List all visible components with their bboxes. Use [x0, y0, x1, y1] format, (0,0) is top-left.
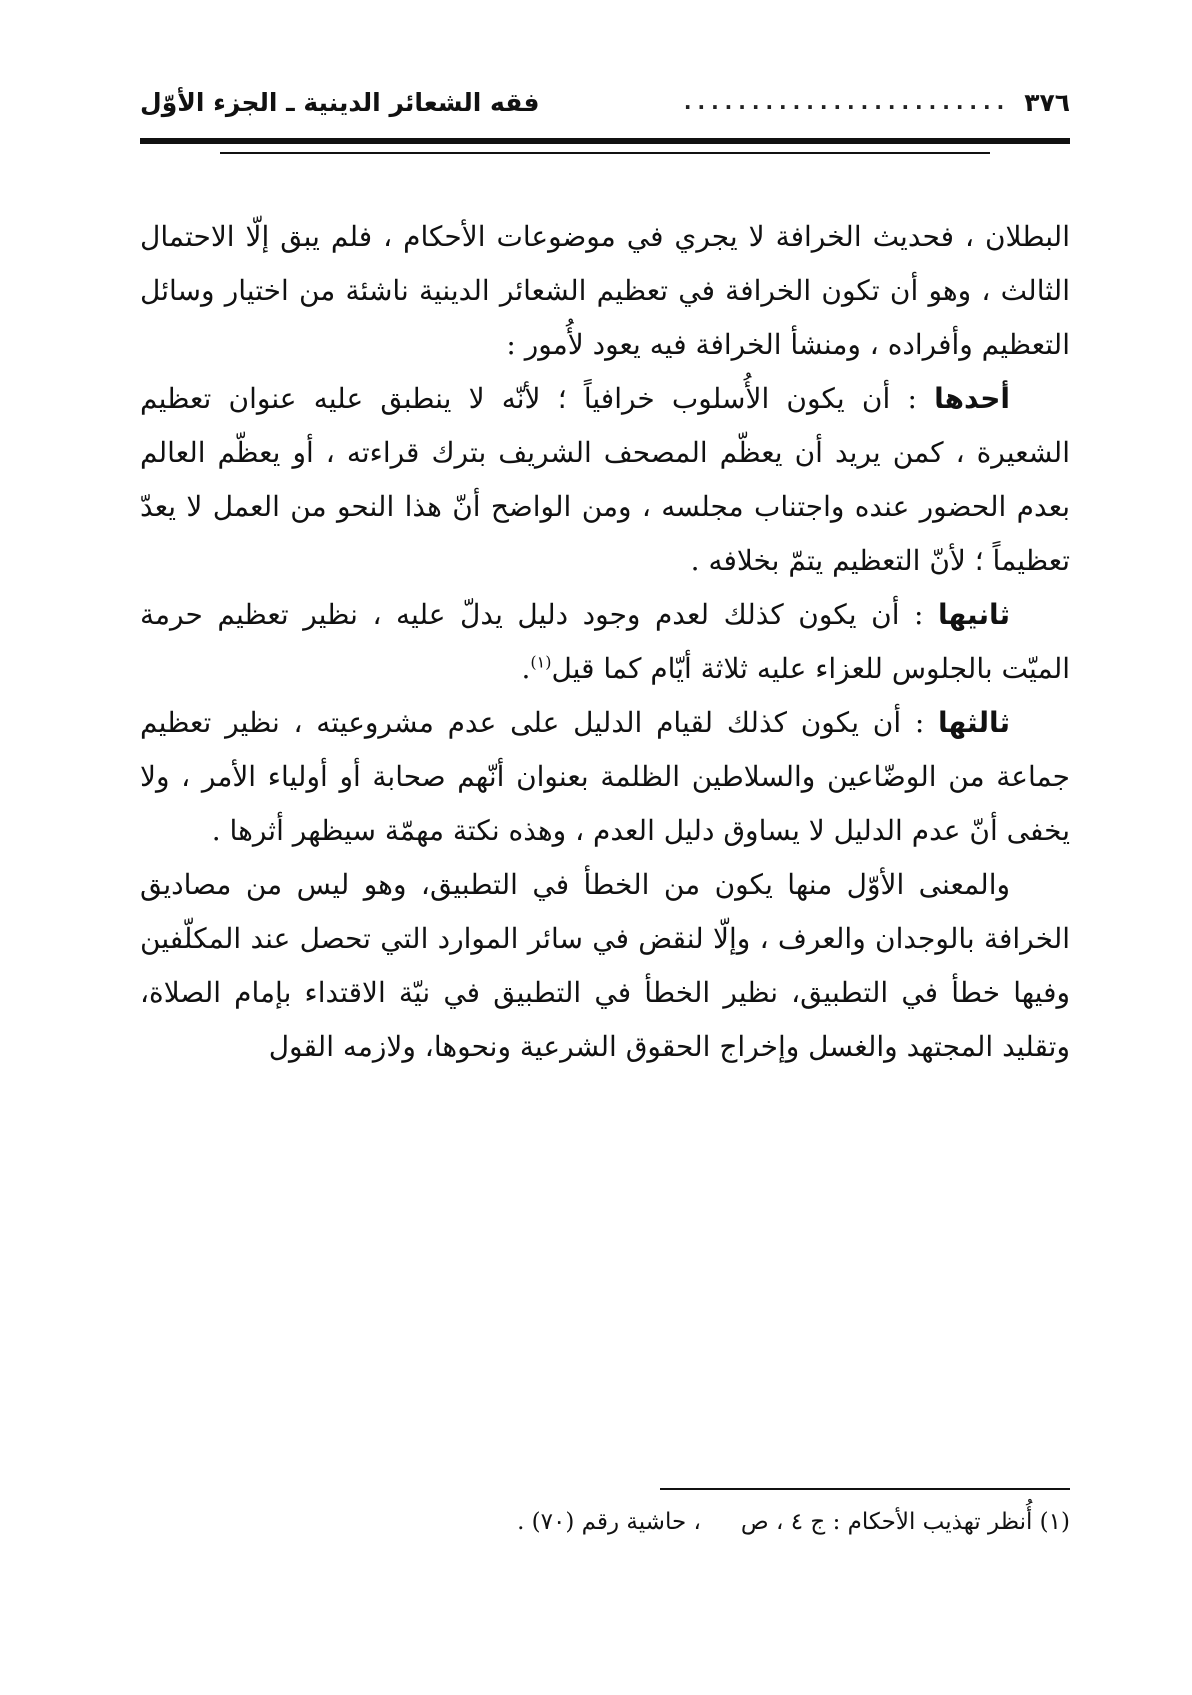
page-header	[140, 82, 1070, 122]
footnote	[300, 1502, 1070, 1542]
paragraph-text: : أن يكون كذلك لقيام الدليل على عدم مشروعيته ، نظير تعظيم جماعة من الوضّاعين والسلاطين الظلمة بعنوان أنّهم صحابة أو أولياء الأمر ، ولا يخفى أنّ عدم الدليل لا يساوق دليل العدم ، وهذه نكتة مهمّة سيظهر أثرها .	[140, 706, 1070, 847]
footnote-text-part2: ، حاشية رقم (٧٠) .	[517, 1509, 701, 1535]
paragraph-lead: ثالثها	[938, 706, 1010, 739]
body-text	[140, 210, 1070, 1074]
paragraph-text: والمعنى الأوّل منها يكون من الخطأ في التطبيق، وهو ليس من مصاديق الخرافة بالوجدان والعرف ، وإلّا لنقض في سائر الموارد التي تحصل عند المكلّفين وفيها خطأ في التطبيق، نظير الخطأ في التطبيق في نيّة الاقتداء بإمام الصلاة، وتقليد المجتهد والغسل وإخراج الحقوق الشرعية ونحوها، ولازمه القول	[140, 868, 1070, 1063]
running-title: فقه الشعائر الدينية ـ الجزء الأوّل	[140, 87, 540, 117]
paragraph-2	[140, 372, 1070, 588]
header-leader-dots: ........................	[683, 90, 1011, 114]
paragraph-text: البطلان ، فحديث الخرافة لا يجري في موضوعات الأحكام ، فلم يبق إلّا الاحتمال الثالث ، وهو أن تكون الخرافة في تعظيم الشعائر الدينية ناشئة من اختيار وسائل التعظيم وأفراده ، ومنشأ الخرافة فيه يعود لأُمور :	[140, 220, 1070, 361]
paragraph-1	[140, 210, 1070, 372]
footnote-separator	[660, 1488, 1070, 1490]
page-number: ٣٧٦	[1024, 87, 1070, 117]
paragraph-tail: .	[521, 652, 531, 685]
header-rule-thick	[140, 138, 1070, 144]
paragraph-5	[140, 858, 1070, 1074]
paragraph-3	[140, 588, 1070, 696]
paragraph-lead: ثانيها	[938, 598, 1010, 631]
header-rule-thin	[220, 152, 990, 154]
paragraph-lead: أحدها	[934, 382, 1010, 415]
paragraph-text: : أن يكون الأُسلوب خرافياً ؛ لأنّه لا ينطبق عليه عنوان تعظيم الشعيرة ، كمن يريد أن يعظّم المصحف الشريف بترك قراءته ، أو يعظّم العالم بعدم الحضور عنده واجتناب مجلسه ، ومن الواضح أنّ هذا النحو من العمل لا يعدّ تعظيماً ؛ لأنّ التعظيم يتمّ بخلافه .	[140, 382, 1070, 577]
paragraph-4	[140, 696, 1070, 858]
paragraph-text: : أن يكون كذلك لعدم وجود دليل يدلّ عليه ، نظير تعظيم حرمة الميّت بالجلوس للعزاء عليه ثلاثة أيّام كما قيل	[140, 598, 1070, 685]
footnote-text-part1: (١) أُنظر تهذيب الأحكام : ج ٤ ، ص	[740, 1509, 1070, 1535]
footnote-reference[interactable]: (١)	[530, 652, 552, 672]
